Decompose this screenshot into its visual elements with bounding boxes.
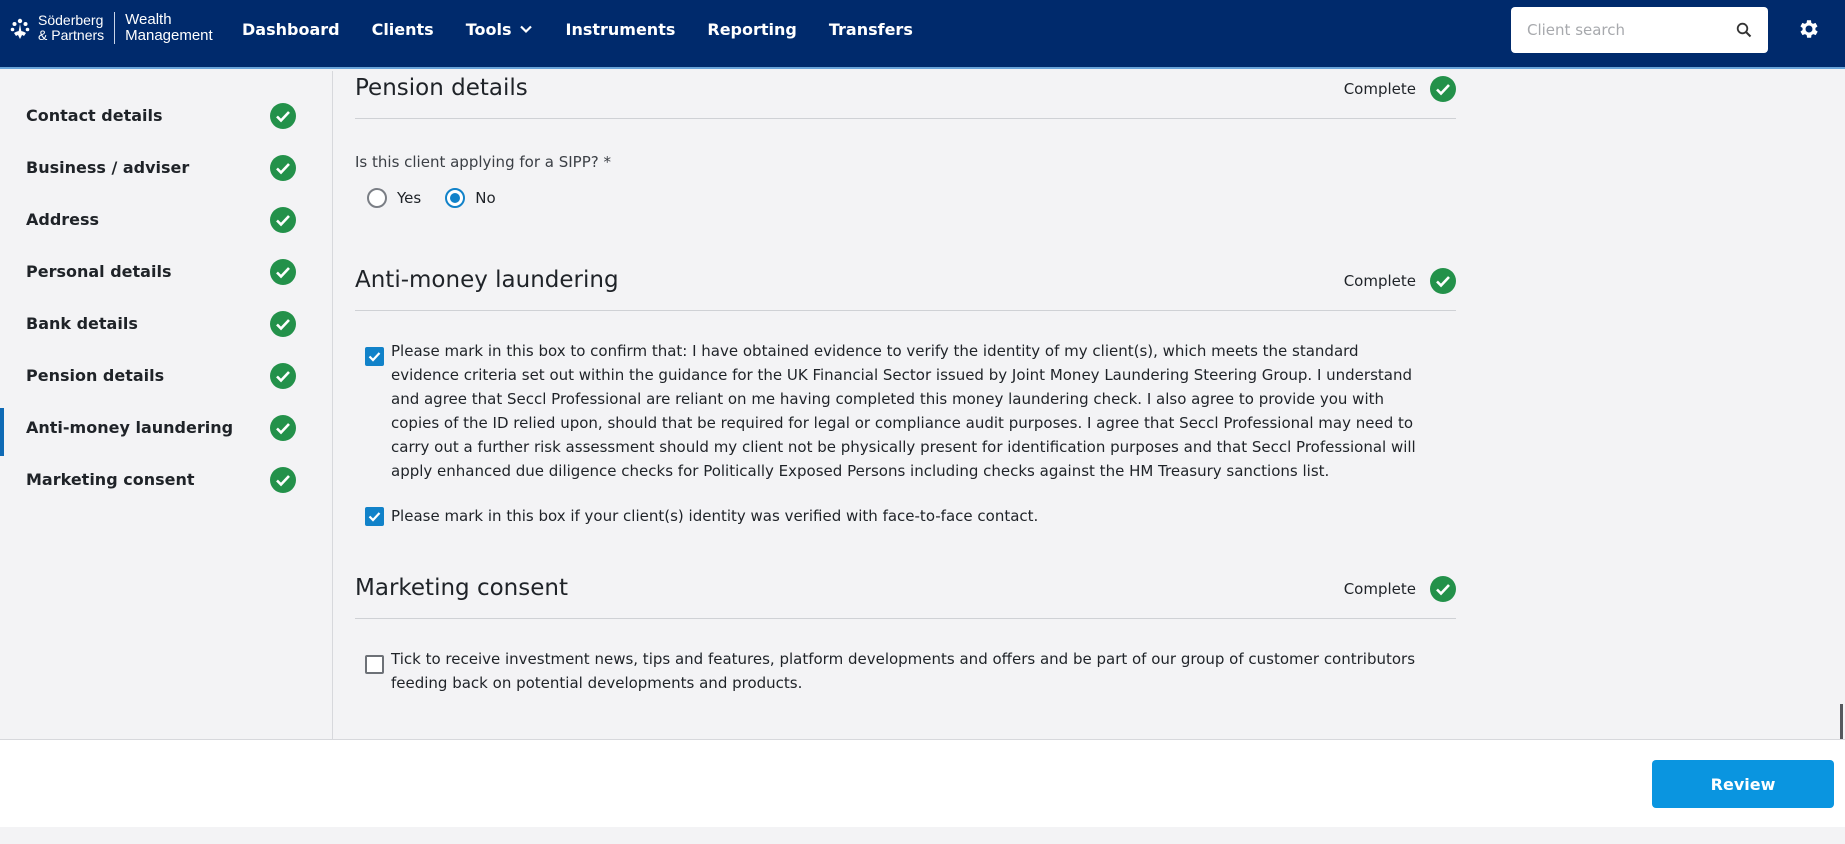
search-icon[interactable] bbox=[1736, 22, 1752, 38]
sidebar-item-label: Address bbox=[26, 210, 100, 229]
sidebar-item-business-adviser[interactable] bbox=[0, 142, 333, 194]
nav-instruments[interactable] bbox=[565, 20, 675, 39]
aml-status bbox=[1344, 268, 1456, 294]
check-circle-icon bbox=[1430, 268, 1456, 294]
logo-divider bbox=[114, 12, 115, 44]
pension-section-header bbox=[355, 71, 1456, 119]
main-nav bbox=[242, 0, 945, 58]
logo-brand-text bbox=[38, 13, 104, 43]
client-search-input[interactable] bbox=[1527, 19, 1727, 41]
check-circle-icon bbox=[270, 259, 296, 285]
client-search-box bbox=[1511, 7, 1768, 53]
aml-face-to-face-text[interactable]: Please mark in this box if your client(s) identity was verified with face-to-face contact. bbox=[391, 507, 1039, 525]
sipp-yes-label[interactable]: Yes bbox=[397, 189, 422, 207]
pension-status bbox=[1344, 76, 1456, 102]
nav-transfers[interactable] bbox=[829, 20, 913, 39]
status-badge: Complete bbox=[1343, 80, 1416, 98]
progress-sidebar bbox=[0, 71, 333, 739]
aml-confirm-text[interactable]: Please mark in this box to confirm that: I have obtained evidence to verify the identity of my client(s), which meets the standard evidence criteria set out within the guidance for the UK Financial Sector issued by Joint Money Laundering Steering Group. I understand and agree that Seccl Professional are reliant on me having completed this money laundering check. I also agree to provide you with copies of the ID relied upon, should that be required for legal or compliance audit purposes. I agree that Seccl Professional may need to carry out a further risk assessment should my client not be physically present for identification purposes and that Seccl Professional will apply enhanced due diligence checks for Politically Exposed Persons including checks against the HM Treasury sanctions list. bbox=[391, 342, 1416, 480]
aml-section-title: Anti-money laundering bbox=[355, 267, 619, 293]
check-circle-icon bbox=[270, 415, 296, 441]
sidebar-item-label: Business / adviser bbox=[26, 158, 190, 177]
nav-reporting[interactable] bbox=[707, 20, 796, 39]
sipp-radio-group bbox=[367, 188, 520, 208]
nav-instruments-label: Instruments bbox=[565, 19, 676, 39]
nav-clients-label: Clients bbox=[371, 19, 434, 39]
nav-tools-label: Tools bbox=[465, 19, 512, 39]
logo-product-text bbox=[125, 12, 213, 44]
gear-icon[interactable] bbox=[1797, 17, 1821, 41]
marketing-section-title: Marketing consent bbox=[355, 575, 568, 601]
chevron-down-icon bbox=[519, 22, 533, 36]
nav-reporting-label: Reporting bbox=[707, 19, 797, 39]
logo-brand-line1: Söderberg bbox=[38, 12, 104, 28]
check-circle-icon bbox=[270, 155, 296, 181]
sidebar-item-anti-money-laundering[interactable] bbox=[0, 402, 333, 454]
sidebar-item-label: Bank details bbox=[26, 314, 138, 333]
sidebar-item-pension-details[interactable] bbox=[0, 350, 333, 402]
sipp-no-radio[interactable] bbox=[445, 188, 465, 208]
check-circle-icon bbox=[270, 363, 296, 389]
top-navigation-bar bbox=[0, 0, 1845, 69]
checkmark-icon bbox=[367, 509, 382, 524]
pension-section-title: Pension details bbox=[355, 75, 528, 101]
status-badge: Complete bbox=[1343, 580, 1416, 598]
sidebar-item-contact-details[interactable] bbox=[0, 90, 333, 142]
logo-product-line1: Wealth bbox=[125, 11, 172, 28]
sidebar-item-address[interactable] bbox=[0, 194, 333, 246]
aml-section-header bbox=[355, 263, 1456, 311]
marketing-consent-text[interactable]: Tick to receive investment news, tips and features, platform developments and offers and be part of our group of customer contributors feeding back on potential developments and products. bbox=[391, 650, 1416, 692]
sidebar-item-bank-details[interactable] bbox=[0, 298, 333, 350]
sidebar-item-label: Personal details bbox=[26, 262, 172, 281]
check-circle-icon bbox=[270, 207, 296, 233]
company-logo[interactable] bbox=[8, 12, 213, 44]
sidebar-item-personal-details[interactable] bbox=[0, 246, 333, 298]
check-circle-icon bbox=[1430, 76, 1456, 102]
logo-emblem-icon bbox=[8, 15, 32, 41]
sipp-no-label[interactable]: No bbox=[475, 189, 496, 207]
sipp-yes-radio[interactable] bbox=[367, 188, 387, 208]
nav-clients[interactable] bbox=[372, 20, 434, 39]
sidebar-item-marketing-consent[interactable] bbox=[0, 454, 333, 506]
sipp-question: Is this client applying for a SIPP? * bbox=[355, 153, 611, 171]
sidebar-item-label: Anti-money laundering bbox=[26, 418, 234, 437]
logo-product-line2: Management bbox=[125, 27, 213, 44]
page-bottom-strip bbox=[0, 827, 1845, 844]
marketing-section-header bbox=[355, 571, 1456, 619]
scrollbar-thumb[interactable] bbox=[1840, 704, 1843, 739]
nav-dashboard[interactable] bbox=[242, 20, 340, 39]
nav-dashboard-label: Dashboard bbox=[242, 19, 340, 39]
nav-transfers-label: Transfers bbox=[828, 19, 913, 39]
review-button[interactable]: Review bbox=[1652, 760, 1834, 808]
sidebar-item-label: Marketing consent bbox=[26, 470, 195, 489]
sidebar-item-label: Pension details bbox=[26, 366, 165, 385]
check-circle-icon bbox=[1430, 576, 1456, 602]
aml-confirm-checkbox[interactable] bbox=[365, 347, 384, 366]
checkmark-icon bbox=[367, 349, 382, 364]
check-circle-icon bbox=[270, 467, 296, 493]
sidebar-item-label: Contact details bbox=[26, 106, 163, 125]
status-badge: Complete bbox=[1343, 272, 1416, 290]
form-footer bbox=[0, 739, 1845, 827]
aml-face-to-face-checkbox[interactable] bbox=[365, 507, 384, 526]
marketing-consent-checkbox[interactable] bbox=[365, 655, 384, 674]
logo-brand-line2: & Partners bbox=[38, 27, 105, 43]
check-circle-icon bbox=[270, 311, 296, 337]
nav-tools[interactable] bbox=[466, 20, 534, 39]
marketing-status bbox=[1344, 576, 1456, 602]
check-circle-icon bbox=[270, 103, 296, 129]
